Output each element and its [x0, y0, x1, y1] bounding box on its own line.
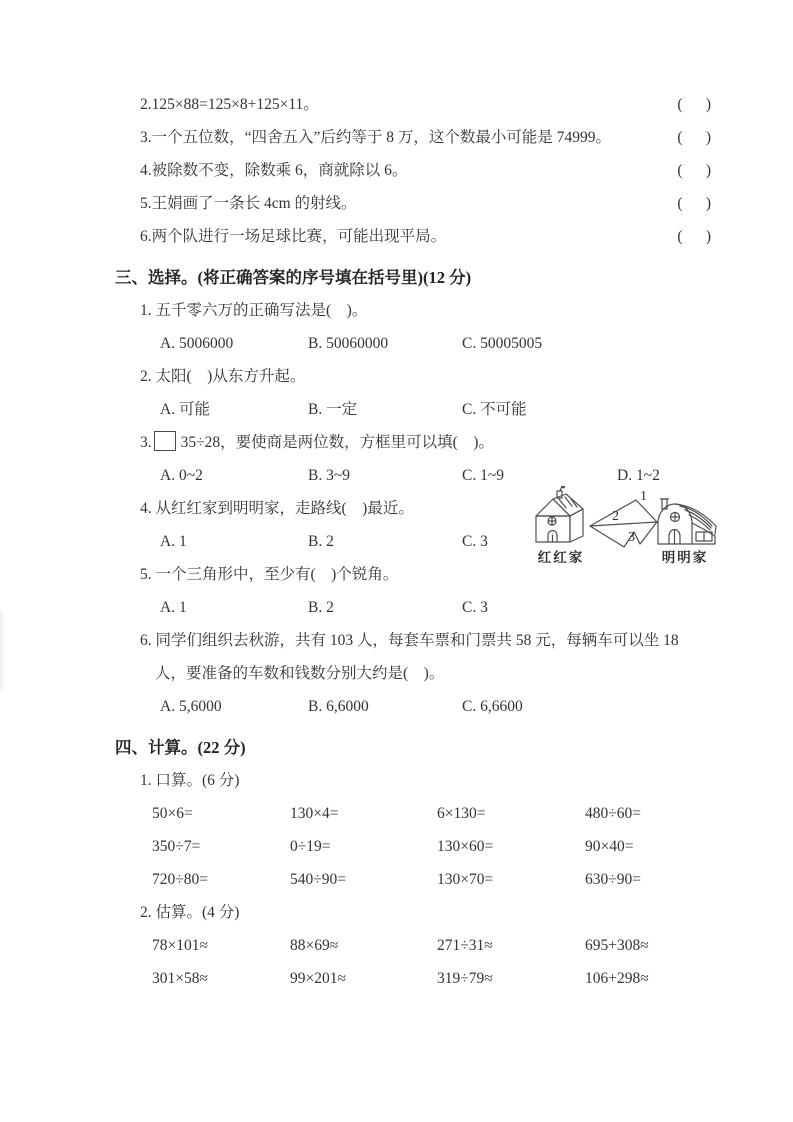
- estimate-item: 271÷31≈: [437, 937, 493, 954]
- left-house-icon: [536, 486, 583, 542]
- oral-item: 130×4=: [290, 805, 339, 822]
- judge-item-text: 4.被除数不变，除数乘 6，商就除以 6。: [140, 162, 408, 179]
- right-house-label: 明明家: [661, 550, 709, 565]
- option-b: B. 2: [308, 599, 334, 616]
- estimate-calc-row: [152, 962, 711, 995]
- question-text: 35÷28，要使商是两位数，方框里可以填( )。: [180, 434, 494, 451]
- option-b: B. 3~9: [308, 467, 350, 484]
- judge-item: [140, 187, 711, 220]
- option-b: B. 6,6000: [308, 698, 369, 715]
- estimate-item: 301×58≈: [152, 970, 208, 987]
- option-a: A. 1: [160, 533, 187, 550]
- oral-calc-row: [152, 797, 711, 830]
- answer-brackets: ( ): [677, 96, 711, 113]
- choice-q2-text: 2. 太阳( )从东方升起。: [140, 368, 306, 385]
- route-2-label: 2: [612, 509, 619, 524]
- judge-item-text: 6.两个队进行一场足球比赛，可能出现平局。: [140, 228, 447, 245]
- judge-item-text: 2.125×88=125×8+125×11。: [140, 96, 319, 113]
- judge-item: [140, 220, 711, 253]
- option-c: C. 6,6600: [462, 698, 523, 715]
- judge-item: [140, 121, 711, 154]
- oral-item: 540÷90=: [290, 871, 346, 888]
- route-3-label: 3: [628, 530, 635, 545]
- choice-q6-text-line2: 人，要准备的车数和钱数分别大约是( )。: [155, 665, 445, 682]
- answer-brackets: ( ): [677, 228, 711, 245]
- right-house-icon: [658, 499, 716, 544]
- choice-q1-text: 1. 五千零六万的正确写法是( )。: [140, 302, 368, 319]
- estimate-item: 88×69≈: [290, 937, 339, 954]
- answer-brackets: ( ): [677, 129, 711, 146]
- answer-brackets: ( ): [677, 162, 711, 179]
- estimate-item: 78×101≈: [152, 937, 208, 954]
- estimate-item: 99×201≈: [290, 970, 346, 987]
- oral-item: 50×6=: [152, 805, 193, 822]
- choice-q1-options: [160, 327, 711, 360]
- scan-artifact: [0, 610, 3, 690]
- answer-brackets: ( ): [677, 195, 711, 212]
- choice-q4-text: 4. 从红红家到明明家，走路线( )最近。: [140, 500, 414, 517]
- option-d: D. 1~2: [617, 467, 660, 484]
- option-c: C. 3: [462, 599, 488, 616]
- option-c: C. 1~9: [462, 467, 504, 484]
- choice-q2-options: [160, 393, 711, 426]
- option-a: A. 5006000: [160, 335, 234, 352]
- route-1-label: 1: [640, 489, 647, 504]
- choice-q5-text: 5. 一个三角形中，至少有( )个锐角。: [140, 566, 399, 583]
- option-b: B. 50060000: [308, 335, 389, 352]
- section-header-choice: 三、选择。(将正确答案的序号填在括号里)(12 分): [115, 268, 472, 287]
- option-a: A. 1: [160, 599, 187, 616]
- estimate-calc-row: [152, 929, 711, 962]
- judge-item-text: 3.一个五位数，“四舍五入”后约等于 8 万，这个数最小可能是 74999。: [140, 129, 612, 146]
- answer-box: [154, 431, 176, 451]
- judge-item: [140, 154, 711, 187]
- oral-item: 720÷80=: [152, 871, 208, 888]
- option-a: A. 可能: [160, 401, 210, 418]
- estimate-item: 695+308≈: [585, 937, 649, 954]
- routes-shape: [590, 500, 657, 547]
- question-number: 3.: [140, 434, 152, 451]
- oral-item: 350÷7=: [152, 838, 201, 855]
- option-a: A. 0~2: [160, 467, 203, 484]
- oral-item: 0÷19=: [290, 838, 331, 855]
- oral-item: 130×60=: [437, 838, 494, 855]
- choice-q6-text-line1: 6. 同学们组织去秋游，共有 103 人，每套车票和门票共 58 元，每辆车可以坐 18: [140, 632, 679, 649]
- judge-item: [140, 88, 711, 121]
- option-a: A. 5,6000: [160, 698, 222, 715]
- oral-item: 480÷60=: [585, 805, 641, 822]
- option-c: C. 不可能: [462, 401, 527, 418]
- estimate-calc-label: 2. 估算。(4 分): [140, 904, 240, 921]
- choice-q6-options: [160, 690, 711, 723]
- oral-calc-row: [152, 863, 711, 896]
- oral-calc-row: [152, 830, 711, 863]
- route-map-figure: [528, 486, 720, 568]
- left-house-label: 红红家: [537, 550, 585, 565]
- oral-item: 90×40=: [585, 838, 634, 855]
- oral-calc-label: 1. 口算。(6 分): [140, 772, 240, 789]
- judge-item-text: 5.王娟画了一条长 4cm 的射线。: [140, 195, 357, 212]
- estimate-item: 319÷79≈: [437, 970, 493, 987]
- section-header-calc: 四、计算。(22 分): [115, 738, 246, 757]
- option-c: C. 50005005: [462, 335, 543, 352]
- choice-q5-options: [160, 591, 711, 624]
- option-c: C. 3: [462, 533, 488, 550]
- oral-item: 6×130=: [437, 805, 486, 822]
- option-b: B. 一定: [308, 401, 358, 418]
- option-b: B. 2: [308, 533, 334, 550]
- oral-item: 630÷90=: [585, 871, 641, 888]
- choice-q3-text: [140, 426, 711, 459]
- estimate-item: 106+298≈: [585, 970, 649, 987]
- oral-item: 130×70=: [437, 871, 494, 888]
